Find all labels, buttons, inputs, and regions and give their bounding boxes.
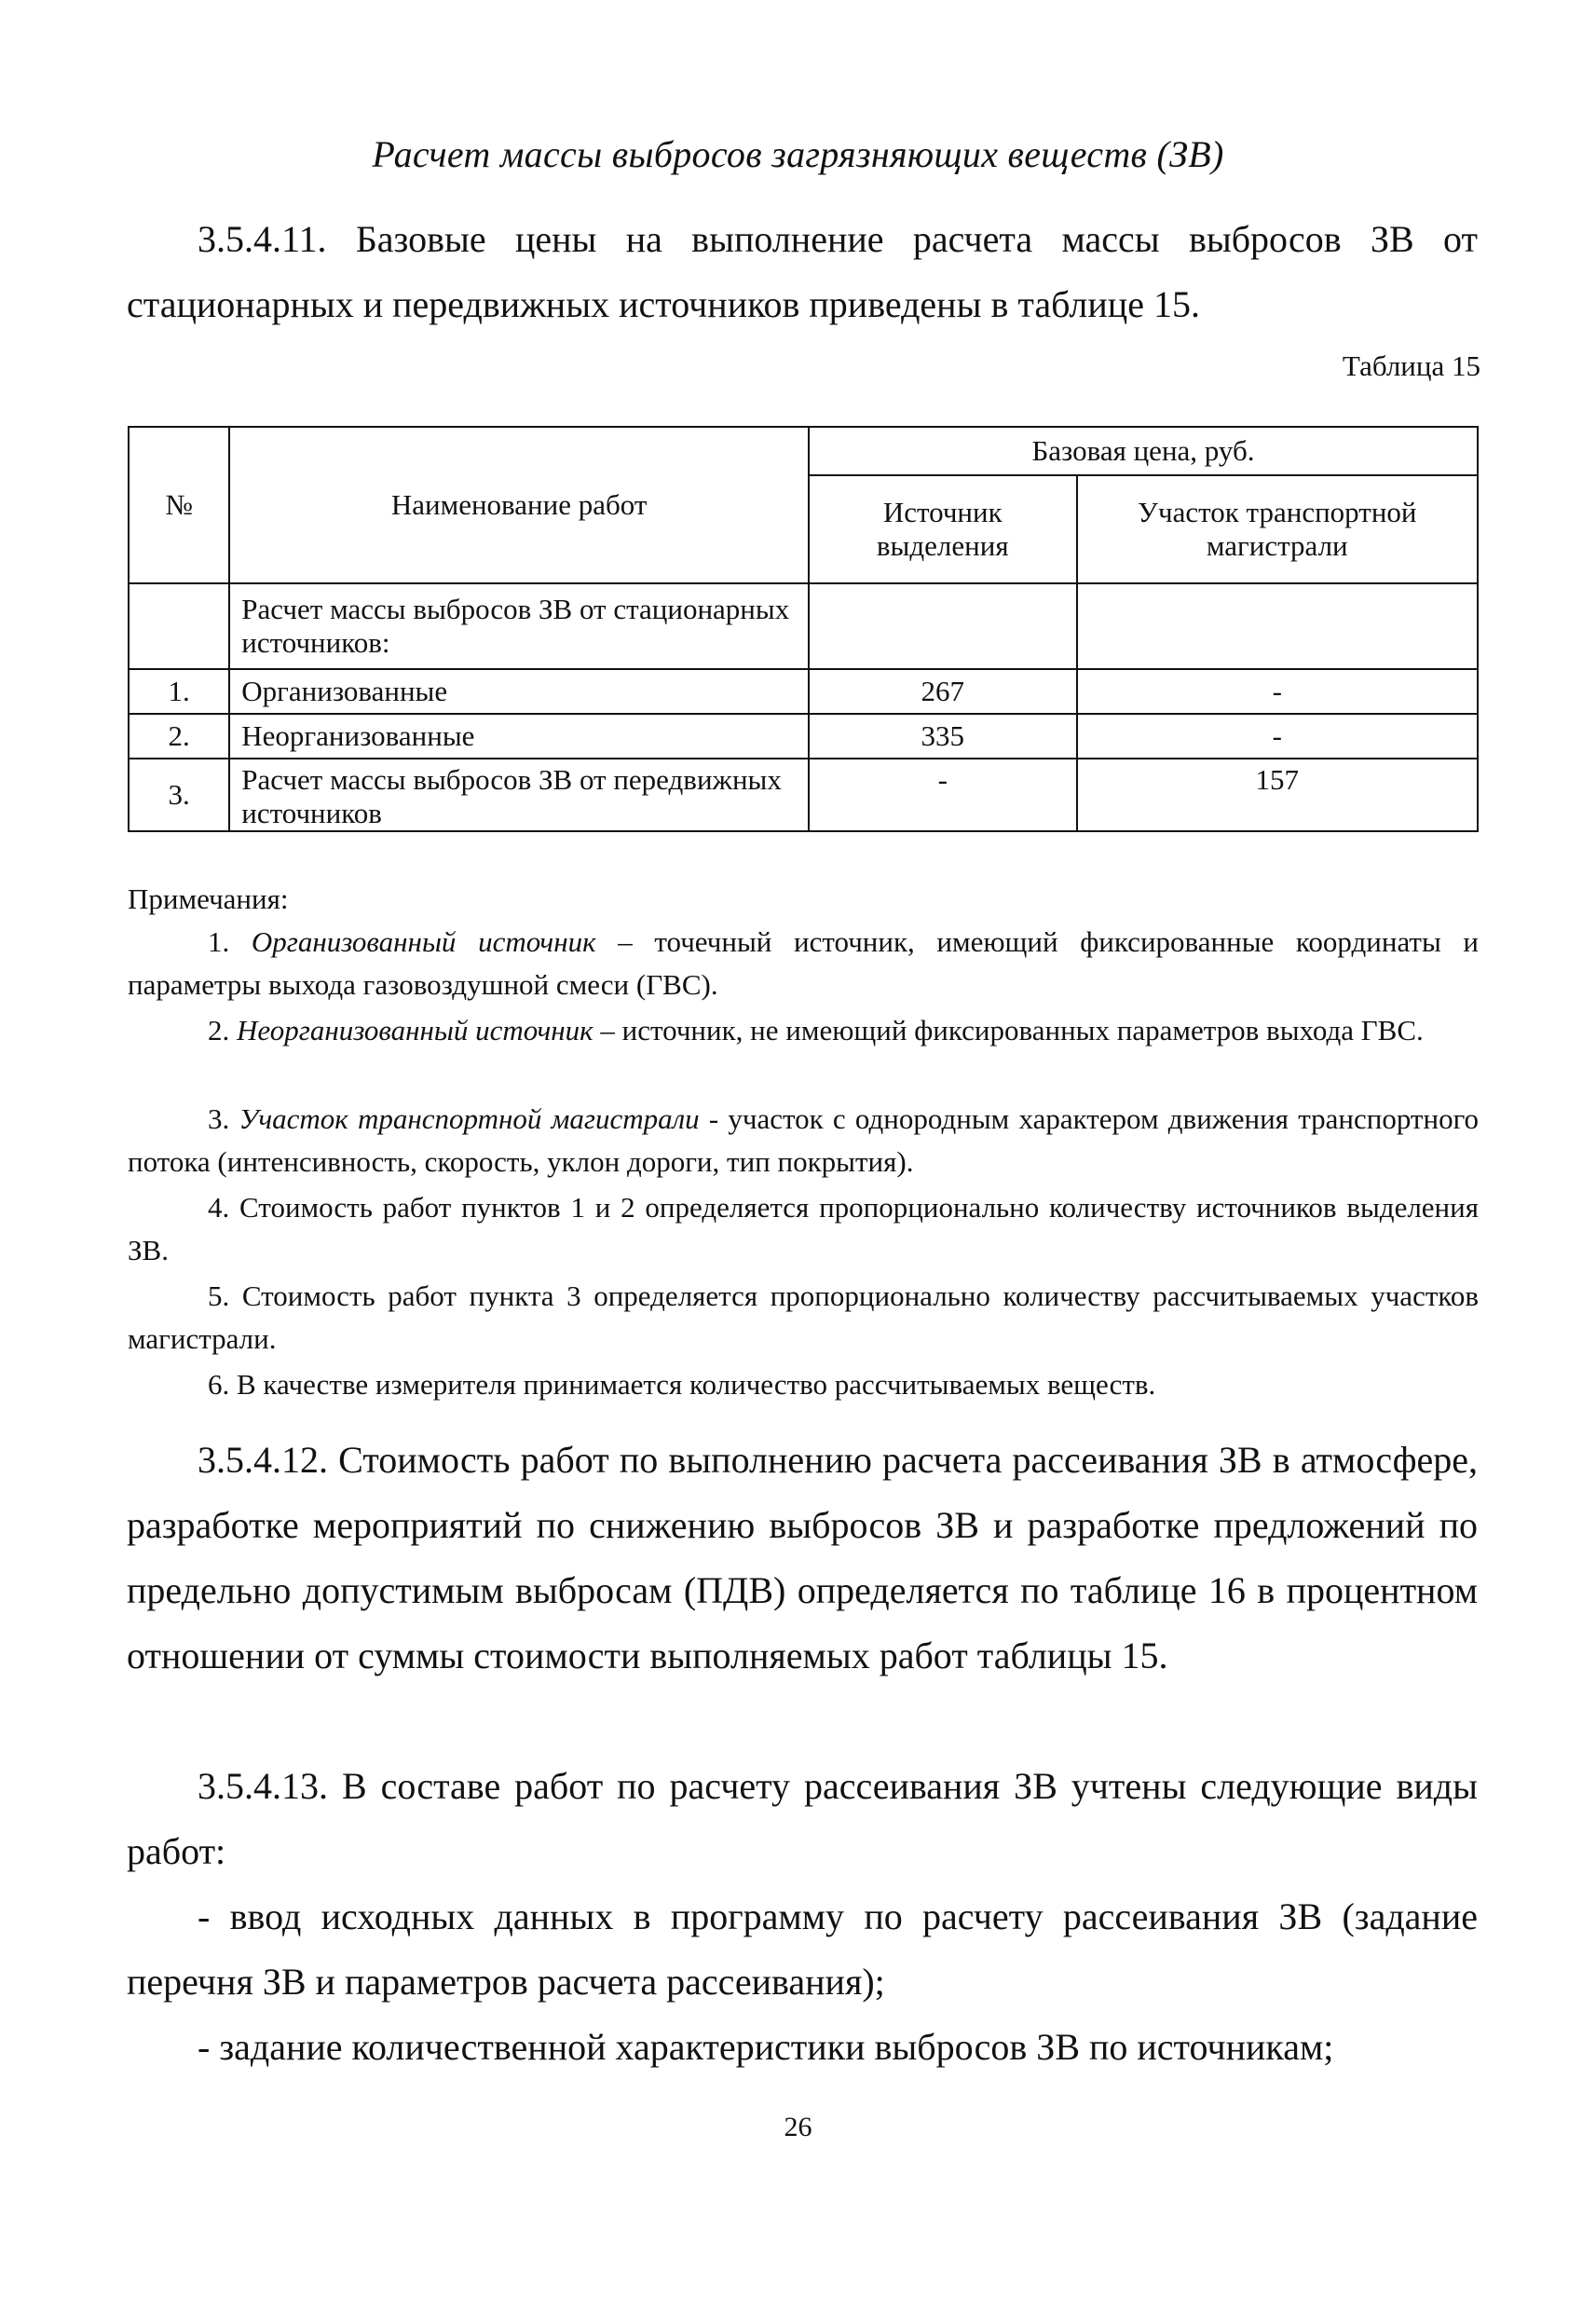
- row-road-price: -: [1077, 714, 1478, 759]
- table-section-row: [129, 583, 1478, 669]
- note-term: Неорганизованный источник: [237, 1014, 593, 1047]
- row-num: 1.: [129, 669, 229, 714]
- note-num: 6.: [208, 1368, 230, 1401]
- row-road-price: -: [1077, 669, 1478, 714]
- note-num: 4.: [208, 1191, 230, 1224]
- note-item: [128, 1186, 1479, 1272]
- section-row-name: Расчет массы выбросов ЗВ от стационарных источников:: [229, 583, 809, 669]
- row-source-price: 267: [809, 669, 1077, 714]
- paragraph-3-5-4-13-text: 3.5.4.13. В составе работ по расчету рассеивания ЗВ учтены следующие виды работ:: [127, 1765, 1478, 1872]
- paragraph-3-5-4-11: [127, 207, 1478, 337]
- notes-title: Примечания:: [128, 882, 289, 915]
- page-number: 26: [784, 2112, 812, 2142]
- note-text: – точечный источник, имеющий фиксированные координаты и параметры выхода газовоздушной смеси (ГВС).: [128, 925, 1480, 1001]
- note-text: Стоимость работ пункта 3 определяется пропорционально количеству рассчитываемых участков магистрали.: [128, 1279, 1479, 1355]
- paragraph-3-5-4-12: [127, 1428, 1478, 1689]
- row-source-price: -: [809, 759, 1077, 831]
- header-road: Участок транспортной магистрали: [1077, 475, 1478, 583]
- row-name: Неорганизованные: [229, 714, 809, 759]
- header-source: Источник выделения: [809, 475, 1077, 583]
- paragraph-3-5-4-13: [127, 1754, 1478, 1884]
- note-num: 5.: [208, 1279, 230, 1312]
- note-term: Участок транспортной магистрали: [239, 1102, 700, 1135]
- note-num: 3.: [208, 1102, 230, 1135]
- table-row: [129, 714, 1478, 759]
- table-header-row: [129, 427, 1478, 475]
- note-item: [128, 1009, 1479, 1052]
- row-road-price: 157: [1077, 759, 1478, 831]
- list-item: [127, 2015, 1478, 2080]
- list-item-text: - задание количественной характеристики выбросов ЗВ по источникам;: [198, 2026, 1334, 2068]
- paragraph-3-5-4-12-text: 3.5.4.12. Стоимость работ по выполнению расчета рассеивания ЗВ в атмосфере, разработке мероприятий по снижению выбросов ЗВ и разработке предложений по предельно допустимым выбросам (ПДВ) определяется по таблице 16 в процентном отношении от суммы стоимости выполняемых работ таблицы 15.: [127, 1439, 1478, 1676]
- table-row: [129, 669, 1478, 714]
- row-num: 2.: [129, 714, 229, 759]
- table-caption: Таблица 15: [1342, 349, 1480, 382]
- paragraph-3-5-4-11-text: 3.5.4.11. Базовые цены на выполнение расчета массы выбросов ЗВ от стационарных и передвижных источников приведены в таблице 15.: [127, 218, 1478, 325]
- note-text: В качестве измерителя принимается количество рассчитываемых веществ.: [237, 1368, 1156, 1401]
- table-row: [129, 759, 1478, 831]
- note-text: - участок с однородным характером движения транспортного потока (интенсивность, скорость, уклон дороги, тип покрытия).: [128, 1102, 1480, 1178]
- note-num: 1.: [208, 925, 230, 958]
- note-item: [128, 1098, 1479, 1183]
- note-item: [128, 1363, 1479, 1406]
- note-term: Организованный источник: [251, 925, 596, 958]
- section-heading: Расчет массы выбросов загрязняющих веществ (ЗВ): [372, 133, 1224, 175]
- table-15: [128, 426, 1479, 832]
- header-base-price: Базовая цена, руб.: [809, 427, 1478, 475]
- header-name: Наименование работ: [229, 427, 809, 583]
- row-name: Организованные: [229, 669, 809, 714]
- note-text: Стоимость работ пунктов 1 и 2 определяется пропорционально количеству источников выделения ЗВ.: [128, 1191, 1479, 1266]
- note-item: [128, 921, 1479, 1006]
- header-num: №: [129, 427, 229, 583]
- row-source-price: 335: [809, 714, 1077, 759]
- note-num: 2.: [208, 1014, 230, 1047]
- row-num: 3.: [129, 759, 229, 831]
- row-name: Расчет массы выбросов ЗВ от передвижных источников: [229, 759, 809, 831]
- note-text: – источник, не имеющий фиксированных параметров выхода ГВС.: [593, 1014, 1424, 1047]
- list-item: [127, 1884, 1478, 2015]
- list-item-text: - ввод исходных данных в программу по расчету рассеивания ЗВ (задание перечня ЗВ и параметров расчета рассеивания);: [127, 1895, 1478, 2003]
- note-item: [128, 1275, 1479, 1361]
